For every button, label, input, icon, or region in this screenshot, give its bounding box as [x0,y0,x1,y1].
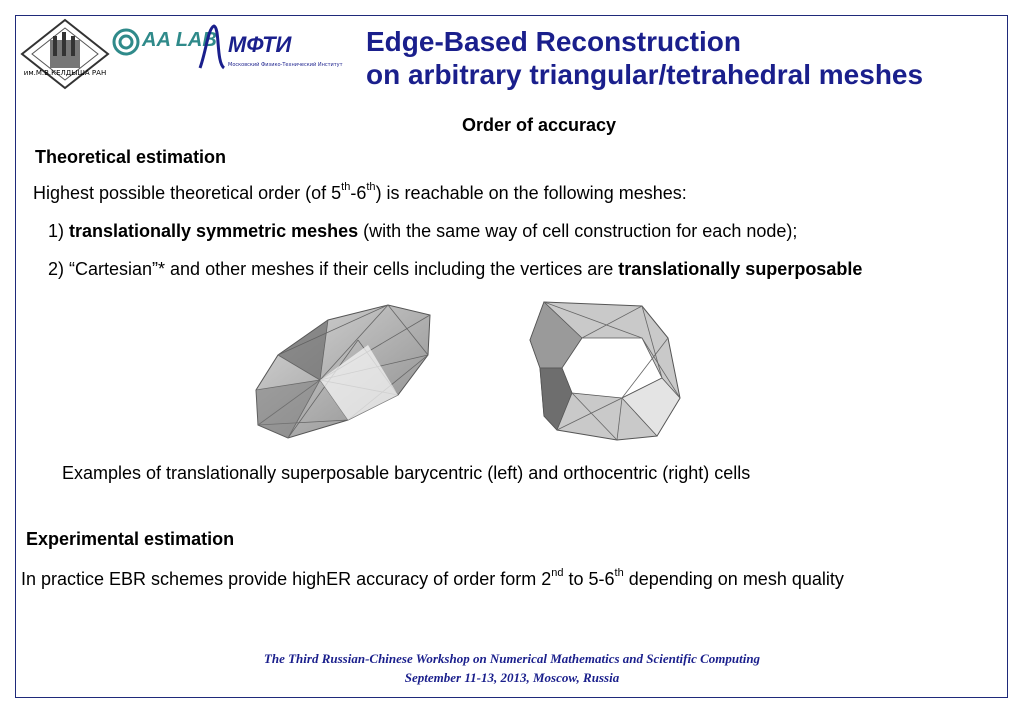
figure-caption: Examples of translationally superposable barycentric (left) and orthocentric (right) cells [62,463,751,483]
svg-text:AA LAB: AA LAB [142,29,217,51]
experimental-heading: Experimental estimation [26,529,235,549]
list-item-2: 2) “Cartesian”* and other meshes if their cells including the vertices are translationally superposable [48,259,863,279]
section-subtitle: Order of accuracy [462,115,617,135]
svg-text:Московский Физико-Технический: Московский Физико-Технический Институт [228,62,343,68]
footer-date: September 11-13, 2013, Moscow, Russia [404,670,620,685]
svg-text:МФТИ: МФТИ [228,32,292,57]
theoretical-heading: Theoretical estimation [35,147,227,167]
svg-text:им.М.В.КЕЛДЫША РАН: им.М.В.КЕЛДЫША РАН [23,69,107,77]
footer-workshop: The Third Russian-Chinese Workshop on Numerical Mathematics and Scientific Computing [263,651,761,666]
orthocentric-cell-icon [522,298,687,443]
experimental-line: In practice EBR schemes provide highER accuracy of order form 2nd to 5-6th depending on mesh quality [21,567,844,589]
mipt-logo [196,22,346,74]
barycentric-cell-icon [248,300,438,440]
list-item-1: 1) translationally symmetric meshes (with the same way of cell construction for each node); [48,221,798,241]
slide-title: Edge-Based Reconstruction on arbitrary triangular/tetrahedral meshes [366,26,924,90]
keldysh-logo [20,18,110,90]
aa-lab-logo [112,24,217,64]
theoretical-line: Highest possible theoretical order (of 5th-6th) is reachable on the following meshes: [33,181,687,203]
